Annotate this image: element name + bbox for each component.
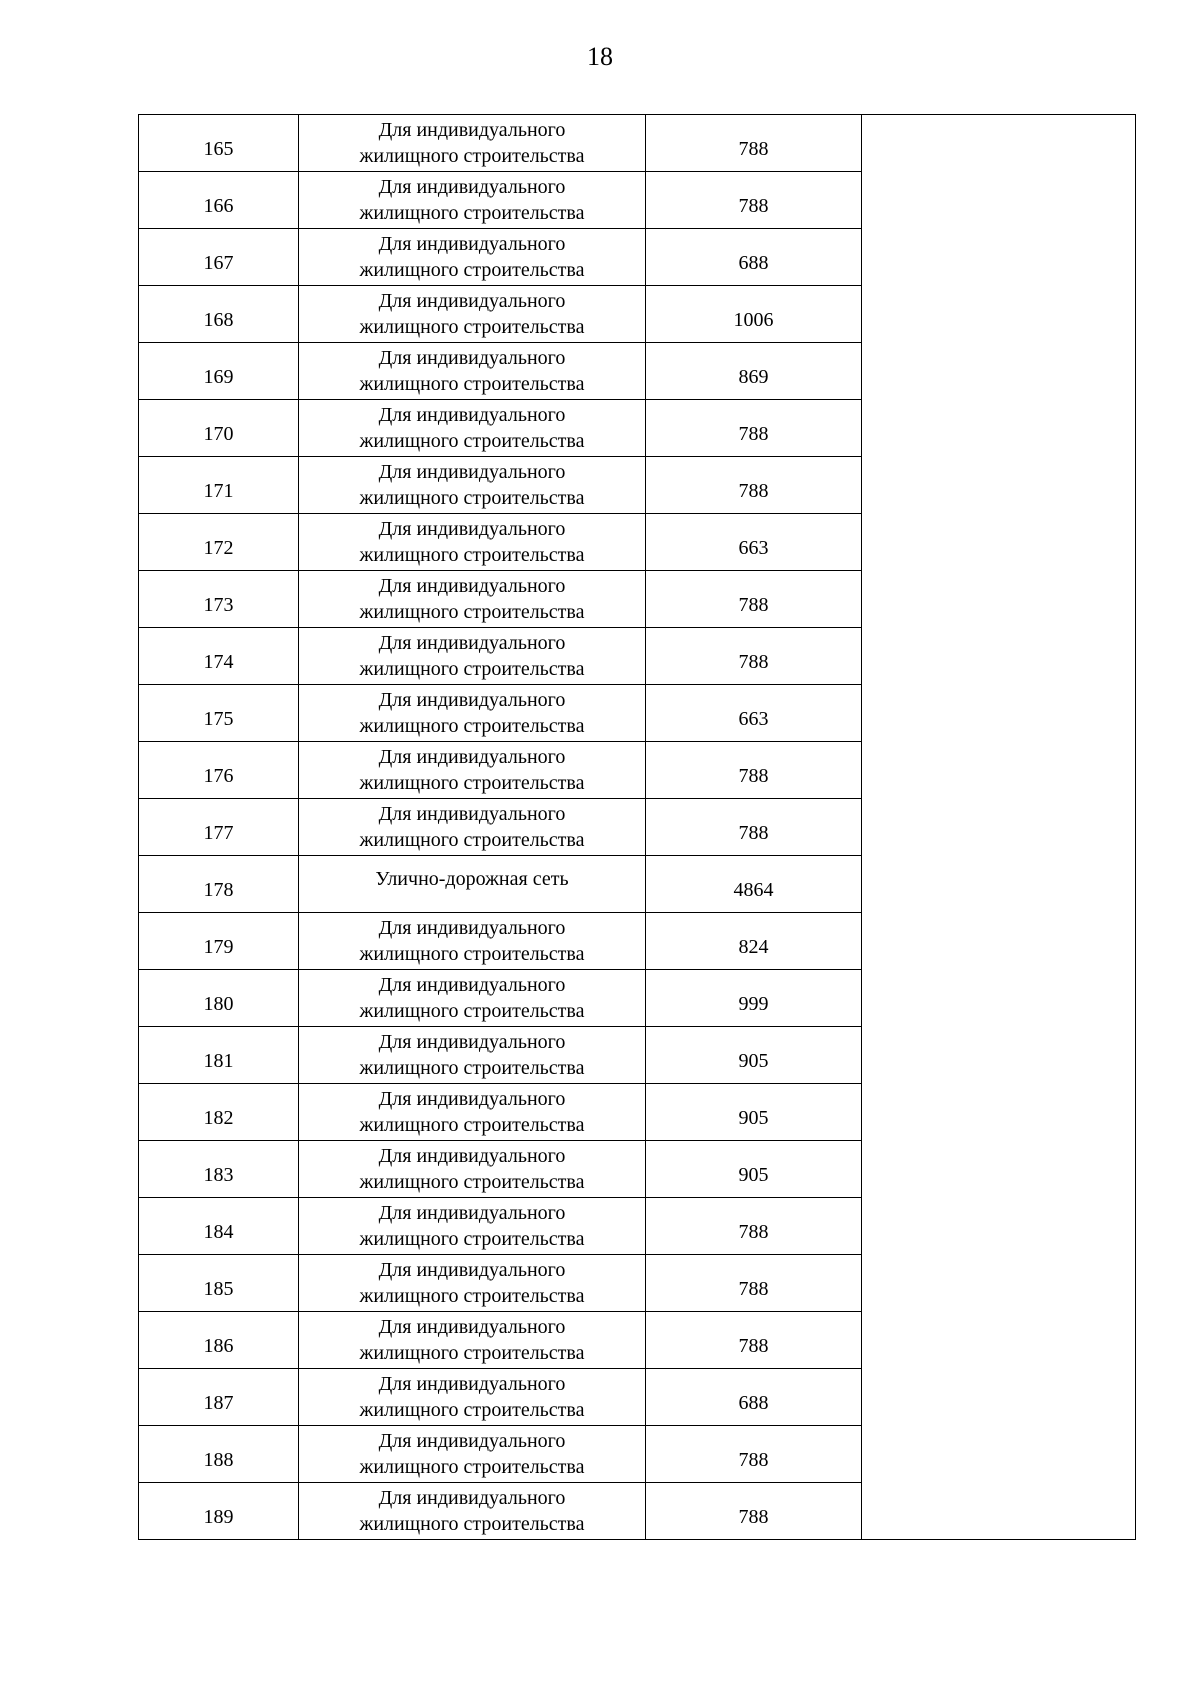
plot-number: 170 <box>203 423 234 445</box>
plot-area-cell <box>646 457 862 514</box>
plot-number: 177 <box>203 822 234 844</box>
page-number: 18 <box>587 42 613 71</box>
permitted-use-line: жилищного строительства <box>359 316 585 338</box>
plot-area: 905 <box>738 1164 769 1186</box>
permitted-use-line: Для индивидуального <box>378 803 566 825</box>
plot-number: 171 <box>203 480 234 502</box>
plot-number: 173 <box>203 594 234 616</box>
plot-number: 181 <box>203 1050 234 1072</box>
plot-number-cell <box>139 1027 299 1084</box>
merged-empty-cell <box>862 115 1136 1540</box>
permitted-use-line: жилищного строительства <box>359 202 585 224</box>
plot-area-cell <box>646 1255 862 1312</box>
permitted-use-cell <box>299 571 646 628</box>
plot-area: 999 <box>738 993 769 1015</box>
permitted-use-line: жилищного строительства <box>359 1000 585 1022</box>
plot-number: 182 <box>203 1107 234 1129</box>
permitted-use-line: жилищного строительства <box>359 943 585 965</box>
plot-number-cell <box>139 799 299 856</box>
plot-number-cell <box>139 400 299 457</box>
plot-area: 788 <box>738 1335 769 1357</box>
permitted-use-line: жилищного строительства <box>359 1228 585 1250</box>
permitted-use-cell <box>299 1426 646 1483</box>
plot-area: 905 <box>738 1050 769 1072</box>
plot-area-cell <box>646 1369 862 1426</box>
permitted-use-line: жилищного строительства <box>359 1399 585 1421</box>
permitted-use-line: жилищного строительства <box>359 715 585 737</box>
permitted-use-line: Для индивидуального <box>378 1259 566 1281</box>
permitted-use-line: жилищного строительства <box>359 1342 585 1364</box>
plot-number-cell <box>139 856 299 913</box>
permitted-use-line: жилищного строительства <box>359 1057 585 1079</box>
permitted-use-cell <box>299 514 646 571</box>
plot-area: 905 <box>738 1107 769 1129</box>
plot-area: 788 <box>738 1221 769 1243</box>
plot-area-cell <box>646 913 862 970</box>
plot-number-cell <box>139 229 299 286</box>
permitted-use-cell <box>299 229 646 286</box>
permitted-use-line: Для индивидуального <box>378 746 566 768</box>
plot-number-cell <box>139 172 299 229</box>
plot-number: 180 <box>203 993 234 1015</box>
permitted-use-line: жилищного строительства <box>359 1513 585 1535</box>
permitted-use-line: жилищного строительства <box>359 1285 585 1307</box>
plot-area-cell <box>646 628 862 685</box>
plot-area: 788 <box>738 138 769 160</box>
plot-number-cell <box>139 970 299 1027</box>
plot-number-cell <box>139 628 299 685</box>
permitted-use-line: Для индивидуального <box>378 176 566 198</box>
plot-area: 788 <box>738 1449 769 1471</box>
permitted-use-line: Для индивидуального <box>378 1430 566 1452</box>
permitted-use-cell <box>299 856 646 913</box>
plot-area-cell <box>646 400 862 457</box>
plot-area-cell <box>646 229 862 286</box>
permitted-use-line: Для индивидуального <box>378 1031 566 1053</box>
permitted-use-line: жилищного строительства <box>359 601 585 623</box>
plot-number: 175 <box>203 708 234 730</box>
plot-area-cell <box>646 1198 862 1255</box>
plot-number-cell <box>139 1198 299 1255</box>
plot-area-cell <box>646 799 862 856</box>
permitted-use-line: Для индивидуального <box>378 1088 566 1110</box>
permitted-use-cell <box>299 1084 646 1141</box>
plot-number-cell <box>139 343 299 400</box>
permitted-use-line: жилищного строительства <box>359 772 585 794</box>
plot-area-cell <box>646 1027 862 1084</box>
plot-area-cell <box>646 514 862 571</box>
permitted-use-line: жилищного строительства <box>359 1456 585 1478</box>
permitted-use-line: Для индивидуального <box>378 461 566 483</box>
plot-area-cell <box>646 742 862 799</box>
plot-area: 788 <box>738 423 769 445</box>
plot-number: 188 <box>203 1449 234 1471</box>
plot-number-cell <box>139 457 299 514</box>
plot-area: 788 <box>738 822 769 844</box>
plot-area-cell <box>646 1084 862 1141</box>
plot-area: 788 <box>738 480 769 502</box>
permitted-use-line: Для индивидуального <box>378 1373 566 1395</box>
plot-area: 663 <box>738 708 769 730</box>
plot-number: 187 <box>203 1392 234 1414</box>
permitted-use-line: жилищного строительства <box>359 1114 585 1136</box>
permitted-use-cell <box>299 1312 646 1369</box>
plot-number: 178 <box>203 879 234 901</box>
permitted-use-line: Для индивидуального <box>378 917 566 939</box>
plot-area-cell <box>646 286 862 343</box>
plot-area: 788 <box>738 195 769 217</box>
plot-area-cell <box>646 172 862 229</box>
plot-number: 167 <box>203 252 234 274</box>
plot-number: 186 <box>203 1335 234 1357</box>
table-body <box>139 115 1136 1540</box>
permitted-use-line: Для индивидуального <box>378 1316 566 1338</box>
plot-number: 176 <box>203 765 234 787</box>
plot-area: 788 <box>738 594 769 616</box>
permitted-use-cell <box>299 115 646 172</box>
permitted-use-line: Для индивидуального <box>378 119 566 141</box>
permitted-use-line: жилищного строительства <box>359 145 585 167</box>
plot-area: 663 <box>738 537 769 559</box>
plot-area-cell <box>646 115 862 172</box>
permitted-use-line: Для индивидуального <box>378 404 566 426</box>
permitted-use-line: жилищного строительства <box>359 373 585 395</box>
plot-number: 183 <box>203 1164 234 1186</box>
permitted-use-line: Для индивидуального <box>378 518 566 540</box>
plot-number: 184 <box>203 1221 234 1243</box>
plot-number-cell <box>139 742 299 799</box>
permitted-use-line: жилищного строительства <box>359 658 585 680</box>
permitted-use-cell <box>299 628 646 685</box>
plot-number: 169 <box>203 366 234 388</box>
plot-area: 688 <box>738 252 769 274</box>
plot-area-cell <box>646 571 862 628</box>
plot-area: 788 <box>738 765 769 787</box>
table-row <box>139 115 1136 172</box>
permitted-use-cell <box>299 1369 646 1426</box>
permitted-use-line: Для индивидуального <box>378 974 566 996</box>
permitted-use-cell <box>299 799 646 856</box>
plot-number: 168 <box>203 309 234 331</box>
permitted-use-cell <box>299 1141 646 1198</box>
permitted-use-cell <box>299 1027 646 1084</box>
plot-area: 824 <box>738 936 769 958</box>
permitted-use-line: Для индивидуального <box>378 1202 566 1224</box>
permitted-use-cell <box>299 343 646 400</box>
permitted-use-line: Для индивидуального <box>378 1145 566 1167</box>
permitted-use-line: Для индивидуального <box>378 347 566 369</box>
plot-area-cell <box>646 1312 862 1369</box>
plot-area: 869 <box>738 366 769 388</box>
permitted-use-line: Для индивидуального <box>378 290 566 312</box>
plot-number-cell <box>139 1312 299 1369</box>
permitted-use-line: жилищного строительства <box>359 1171 585 1193</box>
plot-area: 788 <box>738 1278 769 1300</box>
permitted-use-line: жилищного строительства <box>359 829 585 851</box>
permitted-use-line: жилищного строительства <box>359 487 585 509</box>
permitted-use-cell <box>299 400 646 457</box>
plot-number-cell <box>139 514 299 571</box>
permitted-use-line: Для индивидуального <box>378 632 566 654</box>
permitted-use-cell <box>299 685 646 742</box>
plot-number: 166 <box>203 195 234 217</box>
plot-number: 172 <box>203 537 234 559</box>
plot-area-cell <box>646 1483 862 1540</box>
plot-area-cell <box>646 970 862 1027</box>
permitted-use-cell <box>299 970 646 1027</box>
plot-area-cell <box>646 343 862 400</box>
permitted-use-line: Для индивидуального <box>378 233 566 255</box>
permitted-use-cell <box>299 1198 646 1255</box>
plot-area: 788 <box>738 1506 769 1528</box>
plot-number: 179 <box>203 936 234 958</box>
permitted-use-cell <box>299 913 646 970</box>
land-plots-table <box>138 114 1136 1540</box>
permitted-use-line: Для индивидуального <box>378 1487 566 1509</box>
plot-number-cell <box>139 115 299 172</box>
permitted-use-cell <box>299 457 646 514</box>
permitted-use-line: жилищного строительства <box>359 430 585 452</box>
plot-number: 174 <box>203 651 234 673</box>
plot-number-cell <box>139 685 299 742</box>
plot-number-cell <box>139 1141 299 1198</box>
permitted-use-line: Для индивидуального <box>378 575 566 597</box>
plot-area-cell <box>646 856 862 913</box>
plot-number: 189 <box>203 1506 234 1528</box>
plot-number: 185 <box>203 1278 234 1300</box>
plot-number-cell <box>139 1483 299 1540</box>
plot-area-cell <box>646 1141 862 1198</box>
permitted-use-line: жилищного строительства <box>359 259 585 281</box>
permitted-use-cell <box>299 1483 646 1540</box>
plot-area: 1006 <box>733 309 774 331</box>
plot-number-cell <box>139 1426 299 1483</box>
plot-number-cell <box>139 1255 299 1312</box>
plot-number-cell <box>139 1369 299 1426</box>
plot-area-cell <box>646 1426 862 1483</box>
plot-area: 788 <box>738 651 769 673</box>
plot-number-cell <box>139 286 299 343</box>
plot-area-cell <box>646 685 862 742</box>
permitted-use-cell <box>299 742 646 799</box>
plot-area: 4864 <box>733 879 774 901</box>
plot-number-cell <box>139 571 299 628</box>
permitted-use-cell <box>299 1255 646 1312</box>
permitted-use-line: жилищного строительства <box>359 544 585 566</box>
permitted-use-line: Улично-дорожная сеть <box>375 868 569 890</box>
plot-number: 165 <box>203 138 234 160</box>
plot-area: 688 <box>738 1392 769 1414</box>
permitted-use-cell <box>299 172 646 229</box>
permitted-use-cell <box>299 286 646 343</box>
permitted-use-line: Для индивидуального <box>378 689 566 711</box>
plot-number-cell <box>139 913 299 970</box>
plot-number-cell <box>139 1084 299 1141</box>
